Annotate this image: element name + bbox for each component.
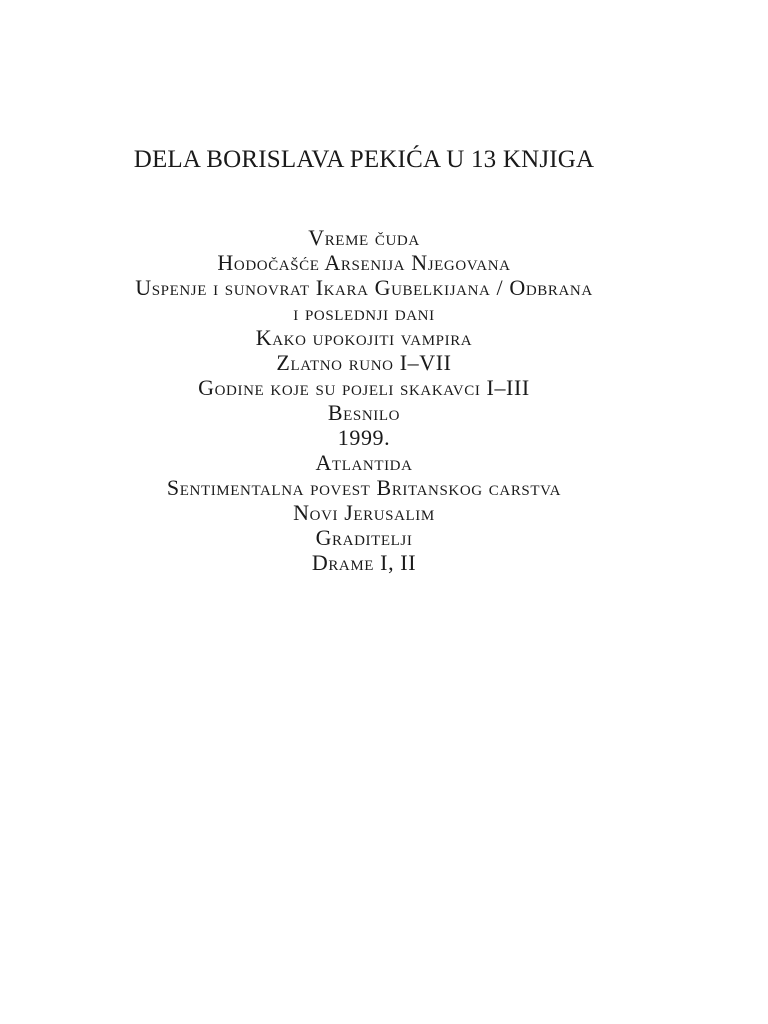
- work-title: Graditelji: [315, 525, 413, 550]
- work-title: Kako upokojiti vampira: [255, 325, 473, 350]
- work-title: Zlatno runo I–VII: [276, 350, 452, 375]
- page-heading: DELA BORISLAVA PEKIĆA U 13 KNJIGA: [133, 146, 595, 173]
- work-title: Uspenje i sunovrat Ikara Gubelkijana / Odbrana: [135, 275, 593, 300]
- work-title: Drame I, II: [311, 550, 417, 575]
- work-title: Atlantida: [315, 450, 413, 475]
- work-title: i poslednji dani: [293, 300, 435, 325]
- work-title: Besnilo: [327, 400, 401, 425]
- works-list: [0, 225, 728, 575]
- work-title: 1999.: [337, 425, 391, 450]
- work-title: Sentimentalna povest Britanskog carstva: [166, 475, 562, 500]
- work-title: Vreme čuda: [308, 225, 420, 250]
- work-title: Novi Jerusalim: [293, 500, 435, 525]
- work-title: Godine koje su pojeli skakavci I–III: [198, 375, 530, 400]
- work-title: Hodočašće Arsenija Njegovana: [217, 250, 511, 275]
